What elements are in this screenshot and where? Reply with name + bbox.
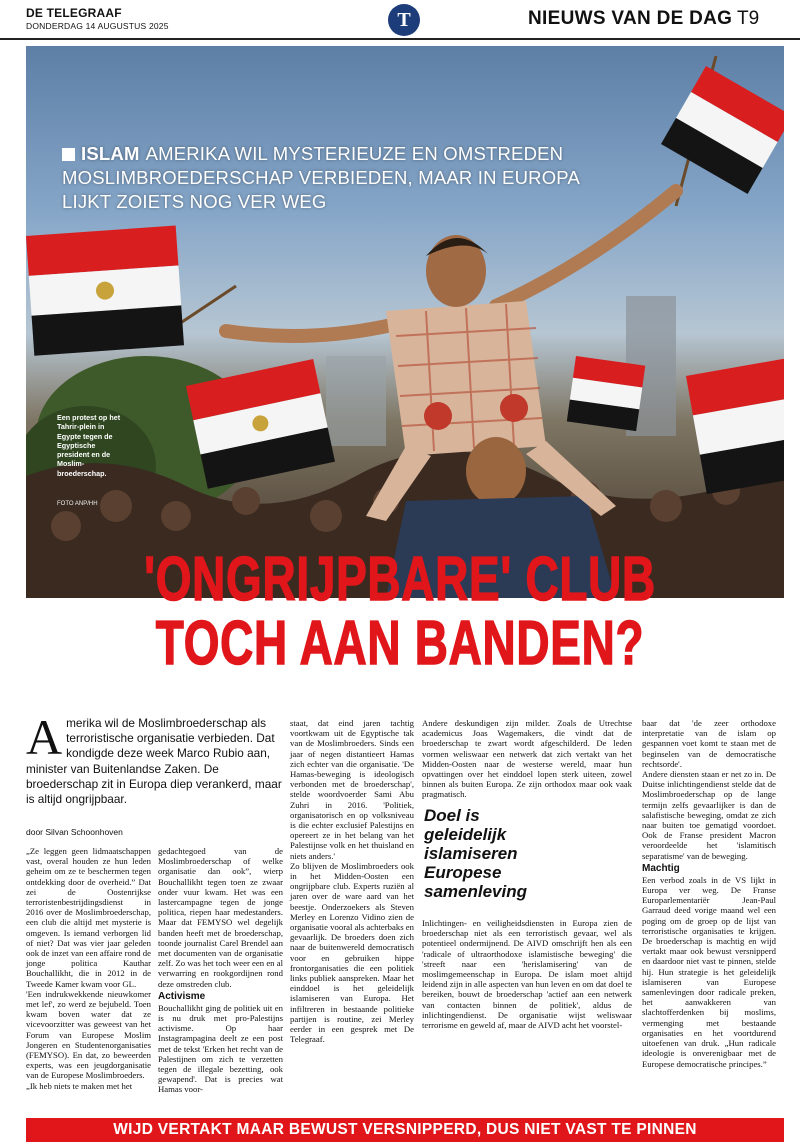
page-number: T9 — [737, 8, 760, 29]
telegraaf-logo-icon: T — [388, 4, 420, 36]
paragraph: Andere deskundigen zijn milder. Zoals de Utrechtse academicus Joas Wagemakers, die vindt dat de broederschap te zwart wordt afgeschilderd. De leden vormen weliswaar een netwerk dat zich vertakt van het Midden-Oosten naar de westerse wereld, maar hun opvattingen over het einddoel lopen sterk uiteen, zowel binnen als buiten Europa. Ze zijn orthodox maar ook vaak pragmatisch. — [422, 718, 632, 800]
intro-text: merika wil de Moslimbroederschap als terroristische organisatie verbieden. Dat kondigde deze week Marco Rubio aan, minister van Buitenlandse Zaken. De broederschap zit in Europa diep verankerd, maar is altijd ongrijpbaar. — [26, 716, 282, 807]
article-headline — [104, 545, 696, 678]
photo-kicker — [62, 142, 622, 214]
paragraph: staat, dat eind jaren tachtig voortkwam uit de Egyptische tak van de Moslimbroeders. Sinds een jaar of negen distantieert Hamas zich echter van die organisatie. 'De Hamas-beweging is ideologisch verbonden met de broederschap', stelde woordvoerder Sami Abu Zuhri in 2016. 'Politiek, organisatorisch en op volksniveau is die echter exclusief Palestijns en opereert ze in het belang van het Palestijnse volk en het thuisland en niets anders.' — [290, 718, 414, 861]
kicker-label: ISLAM — [81, 143, 140, 164]
article-column-4-lower — [422, 918, 632, 1030]
masthead — [0, 0, 800, 40]
intro-dropcap: A — [26, 709, 63, 765]
article-column-3 — [290, 718, 414, 1045]
issue-date: DONDERDAG 14 AUGUSTUS 2025 — [26, 21, 169, 31]
protest-photo-illustration — [26, 46, 784, 598]
headline-line-2: TOCH AAN BANDEN? — [155, 609, 645, 678]
paragraph: „Ze leggen geen lidmaatschappen vast, overal houden ze hun leden geheim om ze te beschermen tegen ontdekking door de overheid.” Dat zei de Oostenrijkse terroristenbestrijdingsdienst in 2016 over de Moslimbroederschap, een club die altijd met mysterie is omgeven. Is iemand verborgen lid of niet? Dat was vier jaar geleden ook de inzet van een affaire rond de jonge politica Kauthar Bouchallikht, die in 2012 in de Tweede Kamer kwam voor GL. — [26, 846, 151, 989]
paragraph: Een verbod zoals in de VS lijkt in Europa ver weg. De Franse Europarlementariër Jean-Paul Garraud deed vorige maand wel een poging om de groep op de lijst van terroristische organisaties te krijgen. De broederschap is machtig en wijd vertakt maar ook bewust versnipperd en daardoor niet vast te pinnen, stelde hij. Hun strategie is het geleidelijk islamiseren van Europese samenlevingen door radicale preken, het aanwakkeren van slachtofferdenken bij moslims, vermenging met bestaande organisaties en het voortdurend uitoefenen van druk. „Hun radicale ideologie is onverenigbaar met de Europese democratische principes.” — [642, 874, 776, 1069]
subhead-machtig: Machtig — [642, 862, 680, 874]
paragraph: Inlichtingen- en veiligheidsdiensten in Europa zien de broederschap niet als een terroristisch gevaar, wel als potentieel ondermijnend. De AIVD omschrijft hen als een 'radicale of ultraorthodoxe islamistische beweging' die 'streeft naar een 'herislamisering' van de moslimgemeenschap in Europa. De islam moet altijd leidend zijn in alle aspecten van hun leven en om dat doel te bereiken, bouwt de broederschap 'actief aan een netwerk van contacten binnen de politiek', aldus de inlichtingendienst. De organisatie wijst weliswaar terrorisme en geweld af, maar de AIVD acht het voorstel- — [422, 918, 632, 1031]
photo-caption: Een protest op het Tahrir-plein in Egypte tegen de Egyptische president en de Moslim-broederschap. — [57, 413, 121, 478]
paragraph: „Ik heb niets te maken met het — [26, 1080, 133, 1091]
kicker-text: AMERIKA WIL MYSTERIEUZE EN OMSTREDEN MOSLIMBROEDERSCHAP VERBIEDEN, MAAR IN EUROPA LIJKT ZOIETS NOG VER WEG — [62, 143, 579, 212]
kicker-square-icon — [62, 148, 75, 161]
bottom-banner: WIJD VERTAKT MAAR BEWUST VERSNIPPERD, DUS NIET VAST TE PINNEN — [26, 1118, 784, 1142]
section-title: NIEUWS VAN DE DAG — [528, 8, 733, 29]
paragraph: Zo blijven de Moslimbroeders ook in het Midden-Oosten een ongrijpbare club. Experts ruziën al jaren over de ware aard van het beestje. Onderzoekers als Steven Merley en Lorenzo Vidino zien de organisatie vooral als achterbaks en gevaarlijk. De broeders doen zich naar de buitenwereld democratisch voor en gebruiken hippe frontorganisaties die een politiek links publiek aanspreken. Maar het einddoel is het geleidelijk islamiseren van Europa. Het infiltreren in bestaande politieke partijen is routine, zei Merley eerder in een gesprek met De Telegraaf. — [290, 860, 414, 1045]
newspaper-name: DE TELEGRAAF — [26, 6, 122, 20]
pull-quote: Doel is geleidelijk islamiseren Europese samenleving — [420, 804, 546, 905]
protest-photo — [26, 46, 784, 598]
subhead-activisme: Activisme — [158, 990, 206, 1002]
paragraph: gedachtegoed van de Moslimbroederschap of welke organisatie dan ook”, wierp Bouchallikht tegen toen ze zwaar onder vuur kwam. Het was een lastercampagne tegen de jonge politica, riepen haar medestanders. Maar dat FEMYSO wel degelijk banden heeft met de broederschap, toonde journalist Carel Brendel aan met documenten van de organisatie zelf. Zo was het toch weer een en al verwarring en rookgordijnen rond deze omstreden club. — [158, 846, 283, 989]
article-column-1 — [26, 846, 151, 1091]
photo-credit: FOTO ANP/HH — [57, 501, 98, 507]
byline: door Silvan Schoonhoven — [26, 827, 123, 837]
paragraph: 'Een indrukwekkende nieuwkomer met lef', zo werd ze bejubeld. Toen kwam boven water dat ze vicevoorzitter was geweest van het Forum van Europese Moslim Jongeren en Studentenorganisaties (FEMYSO). En dat, zo beweerden experts, was een jeugdorganisatie van de Europese Moslimbroeders. — [26, 988, 151, 1081]
article-column-5 — [642, 718, 776, 1069]
headline-line-1: 'ONGRIJPBARE' CLUB — [144, 545, 656, 614]
paragraph: baar dat 'de zeer orthodoxe interpretatie van de islam op gespannen voet komt te staan met de beginselen van de democratische rechtsorde'. — [642, 718, 776, 769]
article-intro — [26, 709, 286, 807]
article-column-4 — [422, 718, 632, 800]
article-column-2 — [158, 846, 283, 1095]
paragraph: Andere diensten staan er net zo in. De Duitse inlichtingendienst stelde dat de Moslimbroederschap op de lange termijn zelfs gevaarlijker is dan de salafistische beweging, omdat ze zich naar buiten toe gematigd voordoet. Ook de Franse president Macron veroordeelde het 'islamitisch separatisme' van de beweging. — [642, 769, 776, 861]
paragraph: Bouchallikht ging de politiek uit en is nu druk met pro-Palestijns activisme. Op haar Instagrampagina deelt ze een post met de tekst 'Erken het recht van de Palestijnen om zich te verzetten tegen de illegale bezetting, ook gewapend'. Dat is precies wat Hamas voor- — [158, 1002, 283, 1095]
